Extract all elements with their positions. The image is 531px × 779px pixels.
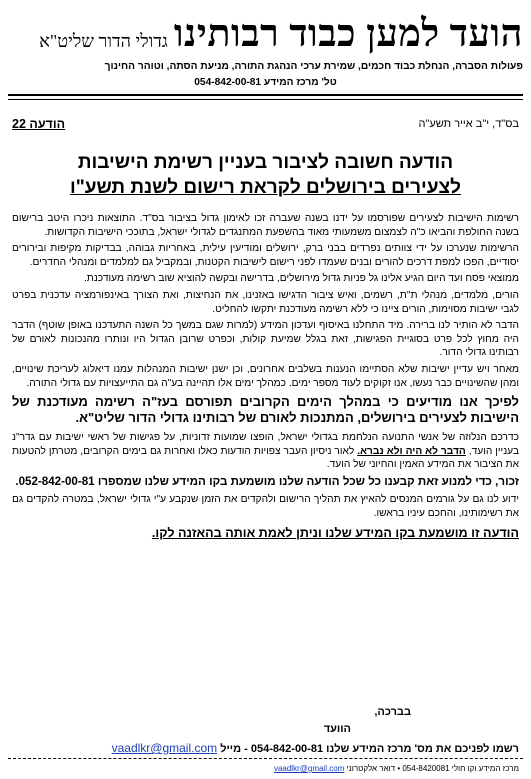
announcement-paragraph: לפיכך אנו מודיעים כי במהלך הימים הקרובים תפורסם בעז"ה רשימה מעודכנת של הישיבות לצעירים בירושלים, המתנכות לאורם של רבותינו גדולי הדור שליט"א. [12, 394, 519, 425]
footer-text: מרכז המידע וקו חולי 054-8420081 • דואר אלקטרוני [346, 764, 519, 773]
signature-org: הוועד [323, 723, 351, 735]
register-email-link[interactable]: vaadlkr@gmail.com [111, 741, 218, 755]
notice-title-line1: הודעה חשובה לציבור בעניין רשימת הישיבות [77, 152, 454, 173]
notice-title-line2: לצעירים בירושלים לקראת רישום לשנת תשע"ו [70, 177, 461, 198]
register-line [12, 741, 519, 757]
body-paragraph: מאחר ויש עדיין ישיבות שלא הסתיימו הנענות בשלבים אחרונים, וכן ישנן ישיבות המנהלות עמנו דיאלוג לעריכת שינויים, ומהן שהשינויים כבר נעשו, אנו זקוקים לעוד מספר ימים. כמהלך ימים אלו תהיינה בע"ה גם התייעצויות עם גדולי התורה. [12, 363, 519, 389]
header-divider-thin [8, 99, 523, 100]
letterhead [8, 4, 523, 56]
body-paragraph: רשימות הישיבות לצעירים שפורסמו על ידנו בשנה שעברה זכו לאימון גדול בציבור בס"ד. התוצאות ניכרו היטב ברישום בשנה החולפת והביאו כ"ה לצמצום משמעותי מאוד בהשפעת המתנגדים לגדולי ישראל, בתוככי הישיבות הקדושות. [12, 213, 519, 238]
rumors-text-c: לאור ניסיון העבר צפויות הודעות כאלו ואחרות גם בימים הקרובים, מטרתן להטעות את הציבור את המידע האמין והחיוני של הועד. [12, 445, 519, 471]
verification-paragraph: הודעה זו מושמעת בקו המידע שלנו וניתן לאמת אותה בהאזנה לקו. [151, 526, 519, 541]
body-paragraph: הרשימות שנערכו על ידי צוותים נפרדים בבני ברק, ירושלים ומודיעין עילית, באחריות גבוהה, בבדיקות מקיפות ובירורים יסודיים, הפכו למפת דרכים להורים ובנים שעמדו לפני רישום לישיבות הקטנות, ובמקביל גם למלמדים ומנהלי החדרים. [12, 243, 519, 268]
org-subtitle: גדולי הדור שליט"א [39, 31, 168, 51]
footer [12, 764, 519, 773]
footer-divider [8, 758, 523, 759]
rumors-paragraph [12, 431, 519, 472]
notice-number: הודעה 22 [12, 117, 66, 131]
rumors-denial: הדבר לא היה ולא נברא. [357, 445, 466, 457]
notice-body [12, 212, 519, 544]
body-paragraph: הדבר לא הותיר לנו ברירה. מיד התחלנו באיסוף ועדכון המידע (למרות שגם במשך כל השנה התעדכנו באופן שוטף) הדבר היה מחוץ לכל פרט בסוגיית הפגישות, זאת בגלל שמיעת קולות, וכפרט שרובן הגדול היו ונותרו מהנכונות לאורם של רבותינו גדולי הדור. [12, 320, 519, 359]
signature-greeting: בברכה, [374, 706, 411, 718]
org-name: הועד למען כבוד רבותינו [173, 13, 523, 55]
hotline-paragraph: זכור, כדי למנוע זאת קבענו כל שכל הודעה שלנו מושמעת בקו המידע שלנו שמספרו 052-842-00-81. [15, 474, 519, 488]
body-paragraph: ידוע לנו גם על גורמים המנסים להאיץ את תהליך הרישום ולהקדים את הזמן שנקבע ע"י גדולי ישראל, במטרה להקדים גם את רשימותינו, והחכם עיניו בראשו. [12, 494, 519, 519]
org-phone: טל' מרכז המידע 054-842-00-81 [194, 77, 337, 88]
footer-email-link[interactable]: vaadlkr@gmail.com [273, 764, 345, 773]
header-divider [8, 94, 523, 96]
rumors-text-a: כדרכם הנלוזה של אנשי התנועה הנלחמת בגדולי ישראל, הופצו שמועות זדוניות, על פגישות של ראשי ישיבות עם גדר"נ בעניין הועד, [12, 432, 519, 457]
meta-row [12, 118, 519, 134]
notice-date: בס"ד, י"ב אייר תשע"ה [418, 118, 519, 130]
register-text: רשמו לפניכם את מס' מרכז המידע שלנו 054-842-00-81 - מייל [220, 743, 519, 755]
body-paragraph: ממוצאי פסח ועד היום הגיע אלינו גל פניות גדול מירושלים, בדרישה ובקשה להוציא שוב רשימה מעודכנת. [83, 273, 519, 285]
body-paragraph: הורים, מלמדים, מנהלי ת"ת, רשמים, ואיש ציבור הדגישו באזנינו, את הנחיצות, ואת הצורך באינפורמציה עדכנית בפרט לגבי ישיבות מסוימות, הורים ציינו כי ללא רשימה מעודכנת יתקשו להחליט. [12, 289, 519, 315]
org-activities: פעולות הסברה, הנחלת כבוד חכמים, שמירת ערכי הנהגת התורה, מניעת הסתה, וטוהר החינוך [104, 61, 523, 72]
